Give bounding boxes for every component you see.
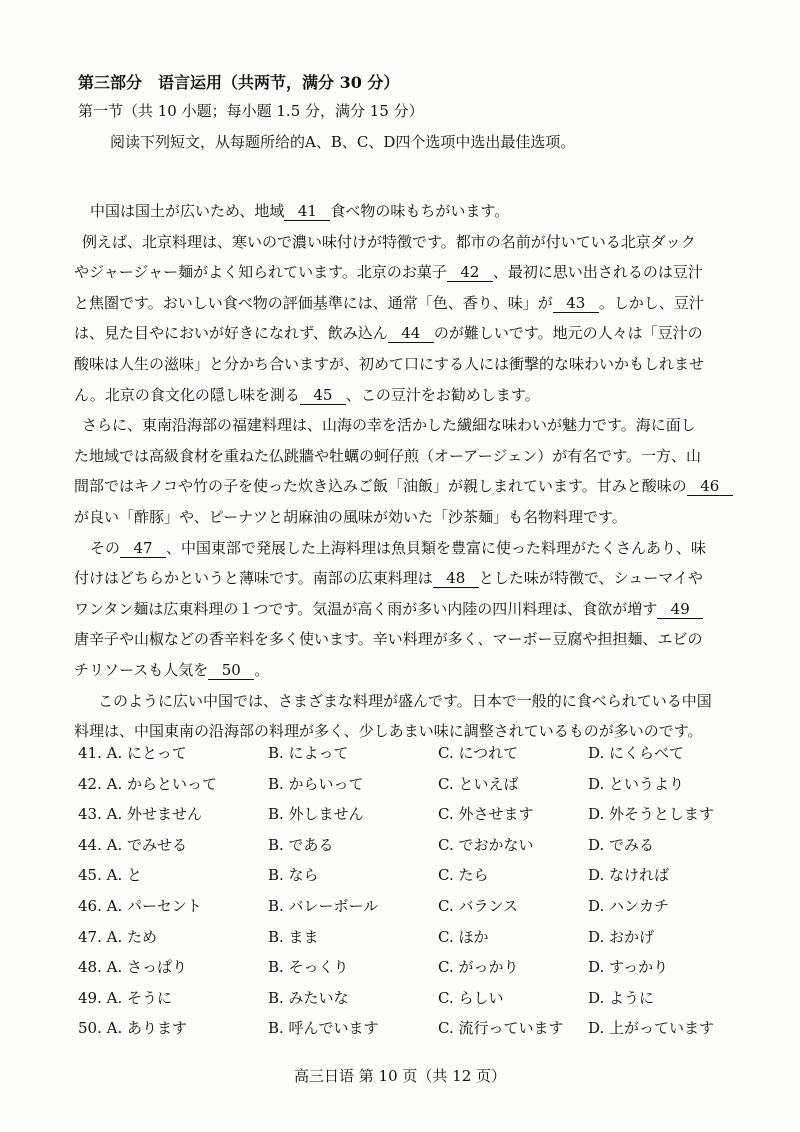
passage-text: 中国は国土が広いため、地域	[90, 202, 285, 220]
passage-text: その	[90, 538, 121, 557]
option-a[interactable]: 43. A. 外せません	[78, 805, 202, 824]
passage-line: 唐辛子や山椒などの香辛料を多く使います。辛い料理が多く、マーボー豆腐や担担麺、エビの	[74, 630, 703, 649]
blank-43: 43	[553, 294, 599, 313]
option-a[interactable]: 49. A. そうに	[78, 988, 172, 1007]
option-a[interactable]: 47. A. ため	[78, 927, 157, 946]
blank-46: 46	[687, 477, 733, 496]
blank-49: 49	[657, 600, 703, 619]
option-d[interactable]: D. 上がっています	[588, 1019, 715, 1038]
passage-line	[74, 563, 734, 594]
option-d[interactable]: D. ハンカチ	[588, 896, 670, 915]
passage-line	[74, 471, 734, 502]
passage-line	[74, 257, 734, 288]
option-row-48	[78, 952, 738, 983]
blank-41: 41	[284, 202, 330, 221]
section-title: 第一节（共 10 小题；每小题 1.5 分，满分 15 分）	[78, 102, 424, 120]
option-row-50	[78, 1013, 738, 1044]
option-b[interactable]: B. 呼んでいます	[268, 1019, 379, 1038]
option-d[interactable]: D. すっかり	[588, 958, 669, 977]
passage-text: ワンタン麺は広東料理の１つです。気温が高く雨が多い内陸の四川料理は、食欲が増す	[74, 599, 658, 618]
option-d[interactable]: D. なければ	[588, 866, 670, 885]
option-a[interactable]: 50. A. あります	[78, 1019, 187, 1038]
passage-line: 例えば、北京料理は、寒いので濃い味付けが特徴です。都市の名前が付いている北京ダック	[82, 232, 696, 251]
passage-text: は、見た目やにおいが好きになれず、飲み込ん	[74, 324, 388, 343]
option-row-42	[78, 769, 738, 800]
passage-line	[74, 380, 734, 411]
option-a[interactable]: 45. A. と	[78, 866, 142, 885]
option-a[interactable]: 41. A. にとって	[78, 744, 187, 762]
option-a[interactable]: 46. A. パーセント	[78, 896, 202, 915]
option-c[interactable]: C. たら	[438, 866, 489, 885]
option-row-46	[78, 891, 738, 922]
option-row-43	[78, 799, 738, 830]
option-b[interactable]: B. なら	[268, 866, 319, 885]
option-c[interactable]: C. といえば	[438, 774, 519, 793]
option-d[interactable]: D. でみる	[588, 835, 655, 854]
option-b[interactable]: B. 外しません	[268, 805, 364, 824]
option-b[interactable]: B. みたいな	[268, 988, 349, 1007]
option-a[interactable]: 48. A. さっぱり	[78, 958, 187, 977]
option-d[interactable]: D. というより	[588, 774, 685, 793]
option-d[interactable]: D. ように	[588, 988, 655, 1007]
passage-text: とした味が特徴で、シューマイや	[478, 569, 703, 588]
option-c[interactable]: C. 外させます	[438, 805, 534, 824]
passage-line	[74, 655, 734, 686]
answer-options	[78, 738, 738, 1044]
passage-line: が良い「酢豚」や、ピーナツと胡麻油の風味が効いた「沙茶麺」も名物料理です。	[74, 507, 627, 526]
passage-text: 、この豆汁をお勧めします。	[345, 385, 540, 404]
passage-line	[74, 318, 734, 349]
reading-passage	[74, 196, 734, 747]
blank-44: 44	[388, 324, 434, 343]
passage-line: 酸味は人生の滋味」と分かち合いますが、初めて口にする人には衝撃的な味わいかもしれませ	[74, 354, 705, 373]
option-row-41	[78, 738, 738, 769]
option-row-49	[78, 983, 738, 1014]
blank-45: 45	[300, 386, 346, 405]
instruction: 阅读下列短文，从每题所给的A、B、C、D四个选项中选出最佳选项。	[110, 133, 576, 151]
option-c[interactable]: C. バランス	[438, 896, 519, 915]
option-c[interactable]: C. 流行っています	[438, 1019, 564, 1038]
option-a[interactable]: 44. A. でみせる	[78, 835, 187, 854]
passage-line	[74, 288, 734, 319]
option-b[interactable]: B. バレーボール	[268, 896, 379, 915]
passage-line: 料理は、中国東南の沿海部の料理が多く、少しあまい味に調整されているものが多いのです。	[74, 722, 703, 741]
option-d[interactable]: D. おかげ	[588, 927, 655, 946]
passage-text: 間部ではキノコや竹の子を使った炊き込みご飯「油飯」が親しまれています。甘みと酸味の	[74, 477, 687, 496]
option-row-47	[78, 922, 738, 953]
option-c[interactable]: C. ほか	[438, 927, 489, 946]
option-b[interactable]: B. まま	[268, 927, 319, 946]
option-a[interactable]: 42. A. からといって	[78, 774, 217, 793]
passage-line	[74, 196, 734, 227]
passage-text: 。	[254, 660, 270, 679]
option-c[interactable]: C. でおかない	[438, 835, 534, 854]
option-c[interactable]: C. らしい	[438, 988, 504, 1007]
passage-line: このように広い中国では、さまざまな料理が盛んです。日本で一般的に食べられている中国	[98, 691, 712, 710]
passage-text: 、最初に思い出されるのは豆汁	[492, 263, 703, 282]
passage-line: た地域では高級食材を重ねた仏跳牆や牡蠣の蚵仔煎（オーアージェン）が有名です。一方、山	[74, 446, 702, 465]
passage-text: 、中国東部で発展した上海料理は魚貝類を豊富に使った料理がたくさんあり、味	[166, 538, 707, 557]
passage-text: ん。北京の食文化の隠し味を測る	[74, 385, 300, 404]
blank-47: 47	[120, 539, 166, 558]
blank-48: 48	[433, 569, 479, 588]
option-row-44	[78, 830, 738, 861]
passage-line	[74, 533, 734, 564]
passage-text: やジャージャー麺がよく知られています。北京のお菓子	[74, 263, 447, 282]
passage-text: と焦圏です。おいしい食べ物の評価基準には、通常「色、香り、味」が	[74, 293, 553, 312]
option-b[interactable]: B. そっくり	[268, 958, 349, 977]
option-row-45	[78, 860, 738, 891]
option-c[interactable]: C. につれて	[438, 744, 519, 762]
passage-text: のが難しいです。地元の人々は「豆汁の	[433, 324, 703, 343]
option-b[interactable]: B. からいって	[268, 774, 364, 793]
page-footer: 高三日语 第 10 页（共 12 页）	[293, 1067, 506, 1085]
passage-line	[74, 594, 734, 625]
passage-line: さらに、東南沿海部の福建料理は、山海の幸を活かした繊細な味わいが魅力です。海に面し	[82, 416, 696, 435]
passage-text: チリソースも人気を	[74, 660, 209, 679]
option-b[interactable]: B. である	[268, 835, 334, 854]
passage-text: 。しかし、豆汁	[598, 293, 704, 312]
option-b[interactable]: B. によって	[268, 744, 349, 762]
option-d[interactable]: D. にくらべて	[588, 744, 685, 762]
option-c[interactable]: C. がっかり	[438, 958, 519, 977]
passage-text: 付けはどちらかというと薄味です。南部の広東料理は	[74, 569, 433, 588]
blank-42: 42	[447, 263, 493, 282]
option-d[interactable]: D. 外そうとします	[588, 805, 715, 824]
passage-text: 食べ物の味もちがいます。	[330, 202, 510, 220]
part-title: 第三部分 语言运用（共两节，满分 30 分）	[78, 73, 400, 92]
blank-50: 50	[208, 661, 254, 680]
